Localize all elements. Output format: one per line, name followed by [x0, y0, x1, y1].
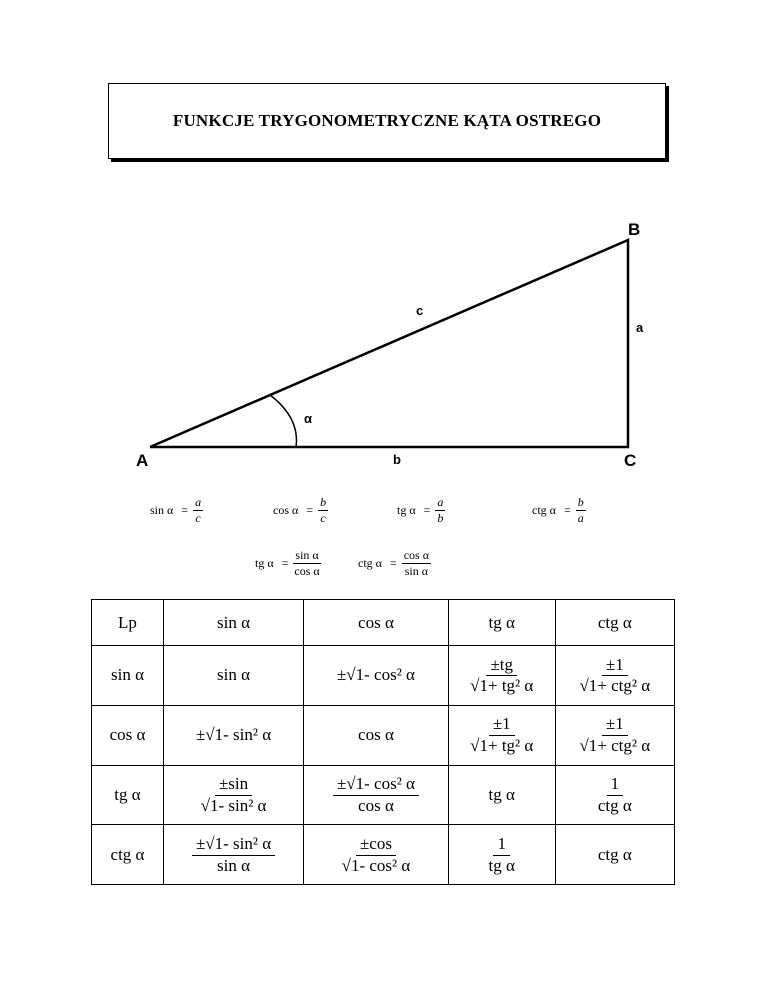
table-cell: ctg α [555, 825, 674, 885]
table-row [92, 825, 675, 885]
identity-tg: tg α = $\frac{\text{sin α}}{\text{cos α}}$ [255, 548, 320, 578]
header-cell: sin α [164, 600, 304, 646]
table-row [92, 765, 675, 825]
definition-cos: cos α = $\frac{b}{c}$ [273, 495, 327, 525]
table-cell: 1 ctg α [555, 765, 674, 825]
table-cell: cos α [304, 705, 449, 765]
page-title: FUNKCJE TRYGONOMETRYCZNE KĄTA OSTREGO [172, 111, 602, 130]
table-cell: sin α [164, 646, 304, 706]
identity-ctg: ctg α = $\frac{\text{cos α}}{\text{sin α}}$ [358, 548, 430, 578]
row-label: tg α [92, 765, 164, 825]
side-c-label: c [416, 303, 424, 318]
side-b-label: b [393, 452, 401, 467]
table-cell: ±√1- sin² α [164, 705, 304, 765]
table-row [92, 646, 675, 706]
vertex-a-label: A [136, 451, 149, 470]
vertex-c-label: C [624, 451, 637, 470]
header-cell: tg α [448, 600, 555, 646]
definition-tg: tg α = $\frac{a}{b}$ [397, 495, 444, 525]
table-header-row [92, 600, 675, 646]
header-cell: Lp [92, 600, 164, 646]
row-label: sin α [92, 646, 164, 706]
row-label: ctg α [92, 825, 164, 885]
table-cell: $\frac{\text{±√1- sin² α}}{\text{sin α}}$ [164, 825, 304, 885]
header-cell: ctg α [555, 600, 674, 646]
table-cell: $\frac{\pm 1}{\text{√1+ tg² α}}$ [448, 705, 555, 765]
table-cell: ±1 √1+ ctg² α [555, 705, 674, 765]
table-cell: tg α [448, 765, 555, 825]
trig-relations-table [91, 599, 675, 885]
table-cell: $\frac{\text{±√1- cos² α}}{\text{cos α}}$ [304, 765, 449, 825]
vertex-b-label: B [628, 220, 641, 239]
angle-arc [270, 395, 296, 447]
table-row [92, 705, 675, 765]
row-label: cos α [92, 705, 164, 765]
definition-ctg: ctg α = $\frac{b}{a}$ [532, 495, 584, 525]
triangle-outline [150, 240, 628, 447]
table-cell: ±√1- cos² α [304, 646, 449, 706]
header-cell: cos α [304, 600, 449, 646]
table-cell: $\frac{1}{\text{tg α}}$ [448, 825, 555, 885]
side-a-label: a [636, 320, 644, 335]
definition-sin: sin α = $\frac{a}{c}$ [150, 495, 202, 525]
table-cell: $\frac{\pm\cos}{\text{√1- cos² α}}$ [304, 825, 449, 885]
table-cell: $\frac{\pm tg}{\text{√1+ tg² α}}$ [448, 646, 555, 706]
table-cell: ±1 √1+ ctg² α [555, 646, 674, 706]
angle-label: α [304, 411, 312, 426]
table-cell: $\frac{\pm\sin}{\text{√1- sin² α}}$ [164, 765, 304, 825]
